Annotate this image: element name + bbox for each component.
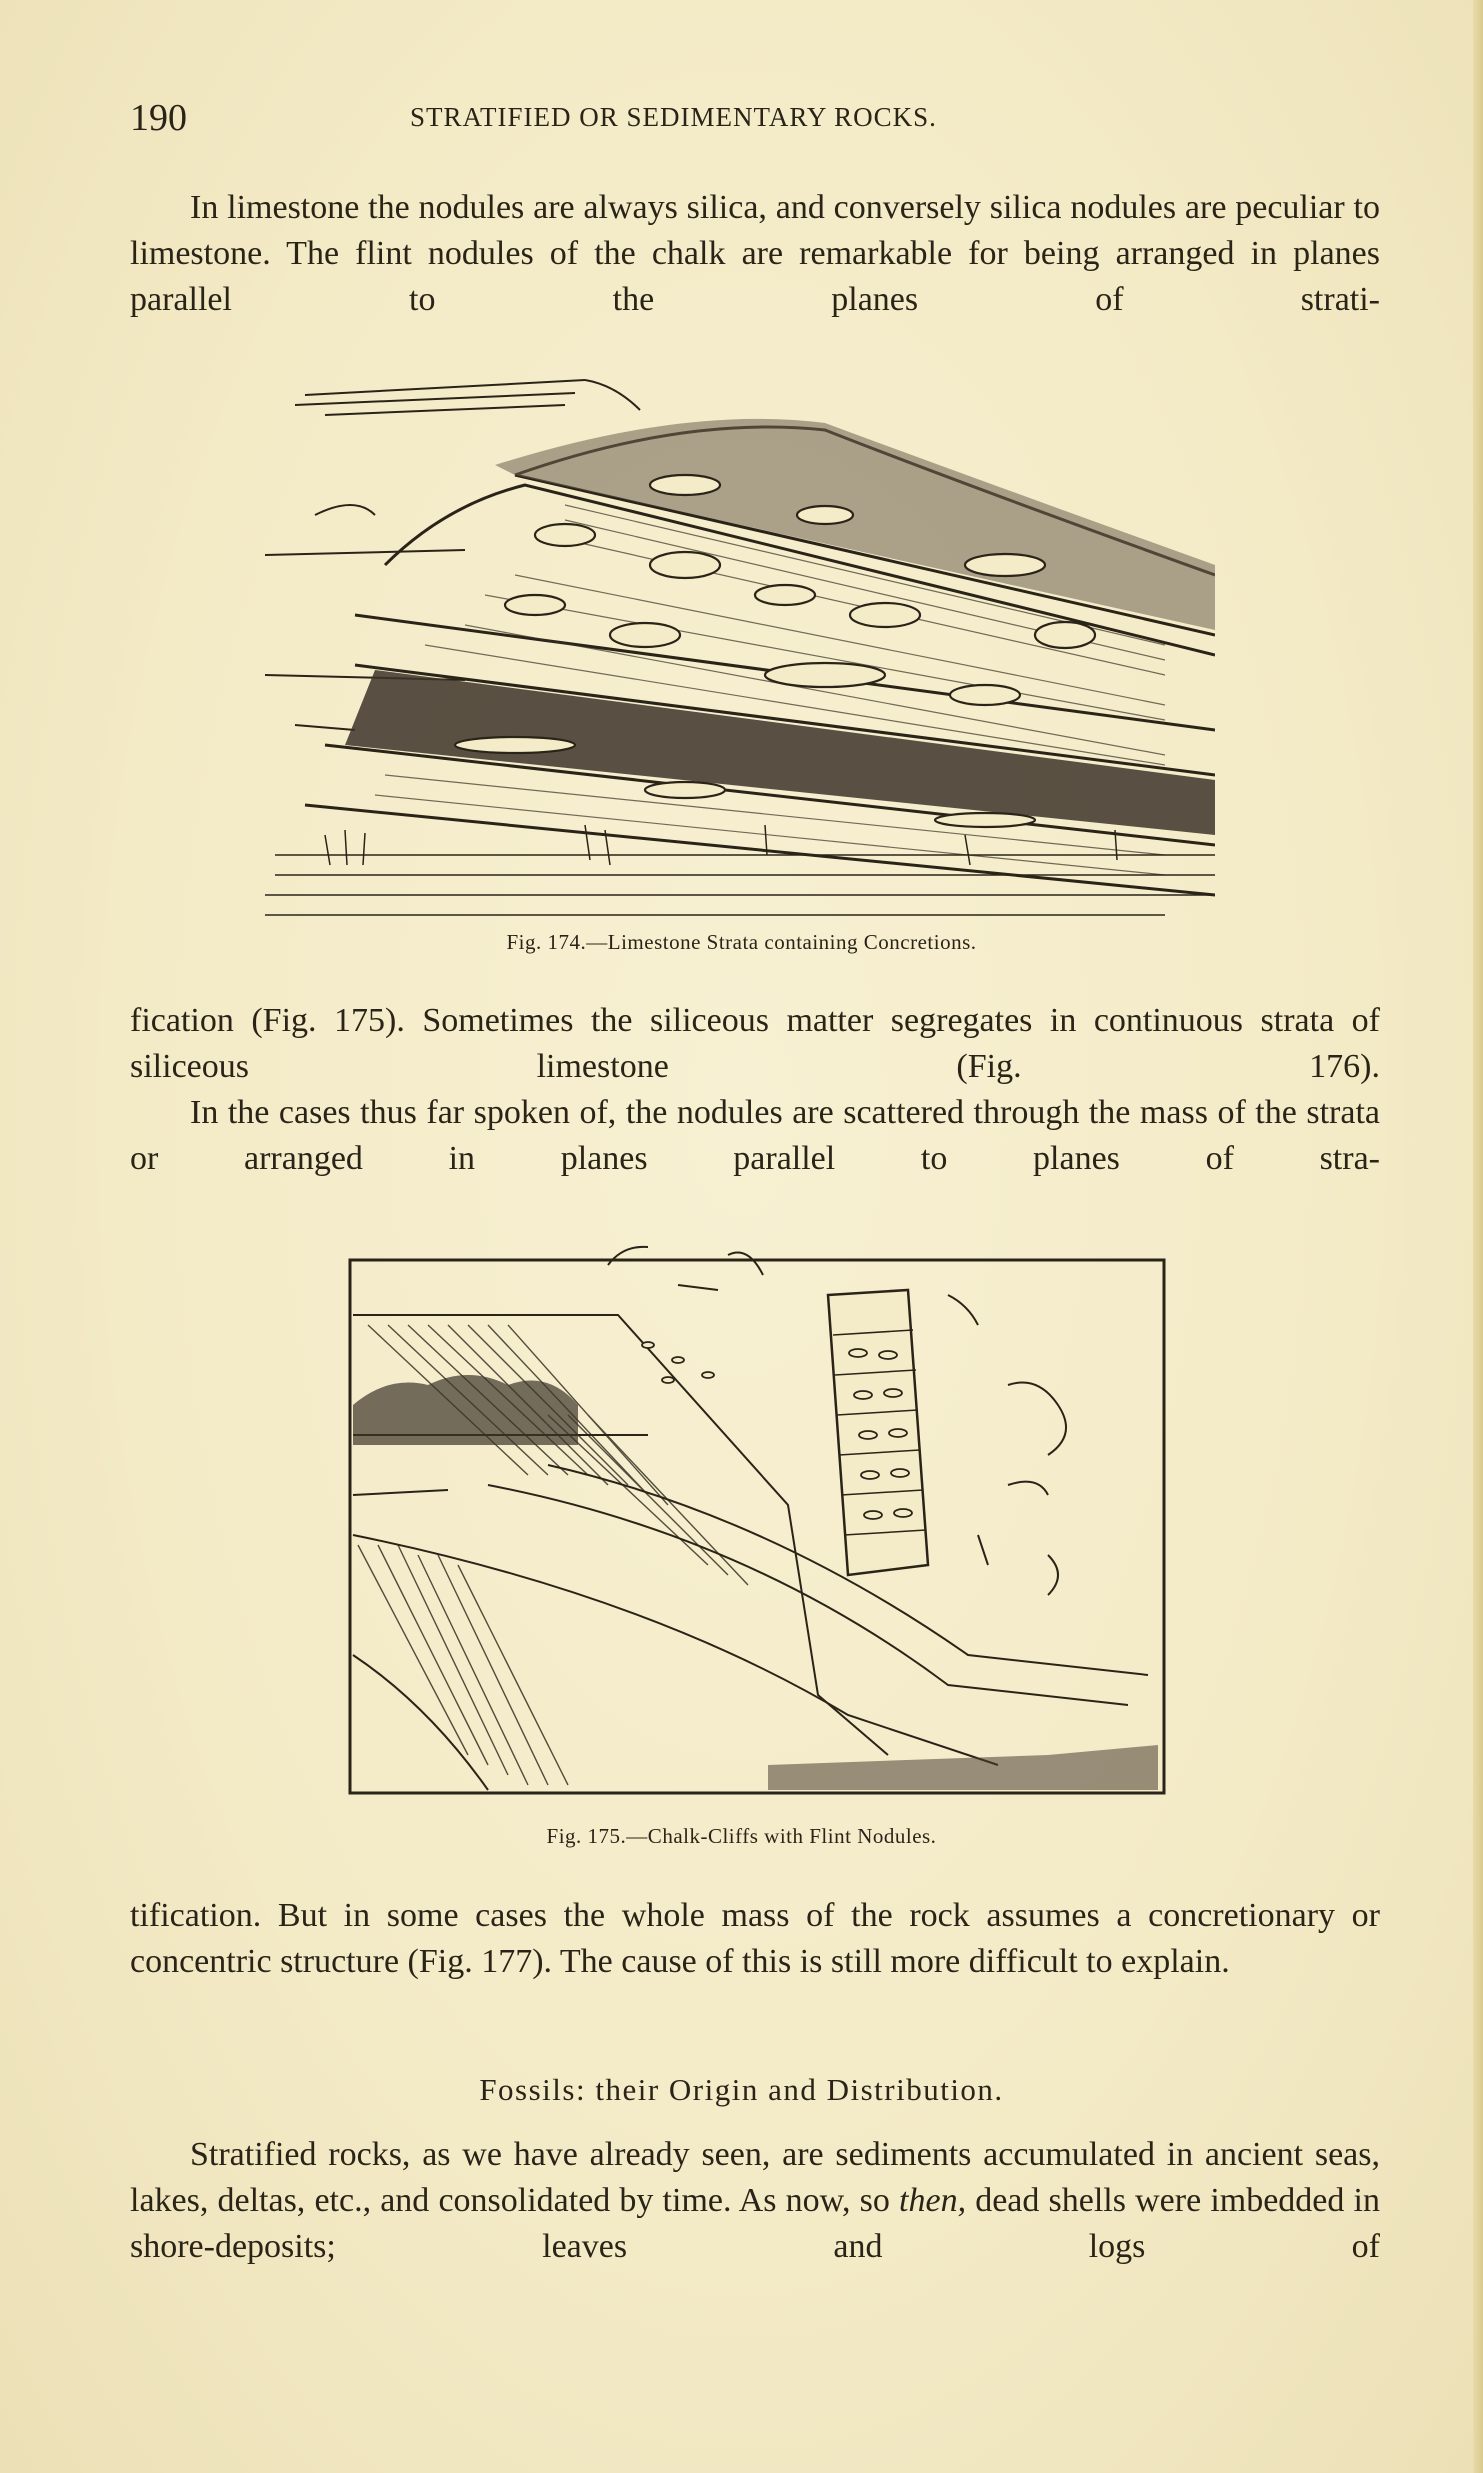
paragraph-5-text-b: dead shells were imbedded in shore-deposits; leaves and logs of bbox=[130, 2182, 1380, 2265]
figure-174-caption: Fig. 174.—Limestone Strata containing Concretions. bbox=[506, 930, 977, 954]
running-head bbox=[130, 96, 1380, 146]
running-title: STRATIFIED OR SEDIMENTARY ROCKS. bbox=[410, 102, 937, 132]
paragraph-4: tification. But in some cases the whole mass of the rock assumes a concretionary or concentric structure (Fig. 177). The cause of this is still more difficult to explain. bbox=[130, 1897, 1380, 1980]
paragraph-5-emphasis: then, bbox=[899, 2182, 967, 2219]
figure-175-caption: Fig. 175.—Chalk-Cliffs with Flint Nodules. bbox=[546, 1824, 937, 1848]
paragraph-5 bbox=[130, 2132, 1380, 2270]
page-number: 190 bbox=[130, 97, 187, 139]
paragraph-2: fication (Fig. 175). Sometimes the siliceous matter segregates in continuous strata of siliceous limestone (Fig. 176). bbox=[130, 1002, 1380, 1085]
paragraph-1: In limestone the nodules are always silica, and conversely silica nodules are peculiar to limestone. The flint nodules of the chalk are remarkable for being arranged in planes parallel to the planes of strati- bbox=[130, 189, 1380, 318]
figure-175-illustration bbox=[348, 1235, 1166, 1795]
paragraph-5-text-a: Stratified rocks, as we have already seen, are sediments accumulated in ancient seas, lakes, deltas, etc., and consolidated by time. As now, so bbox=[130, 2136, 1380, 2219]
section-heading: Fossils: their Origin and Distribution. bbox=[479, 2072, 1004, 2107]
figure-174-illustration bbox=[265, 375, 1215, 920]
paragraph-3: In the cases thus far spoken of, the nodules are scattered through the mass of the strata or arranged in planes parallel to planes of stra- bbox=[130, 1094, 1380, 1177]
